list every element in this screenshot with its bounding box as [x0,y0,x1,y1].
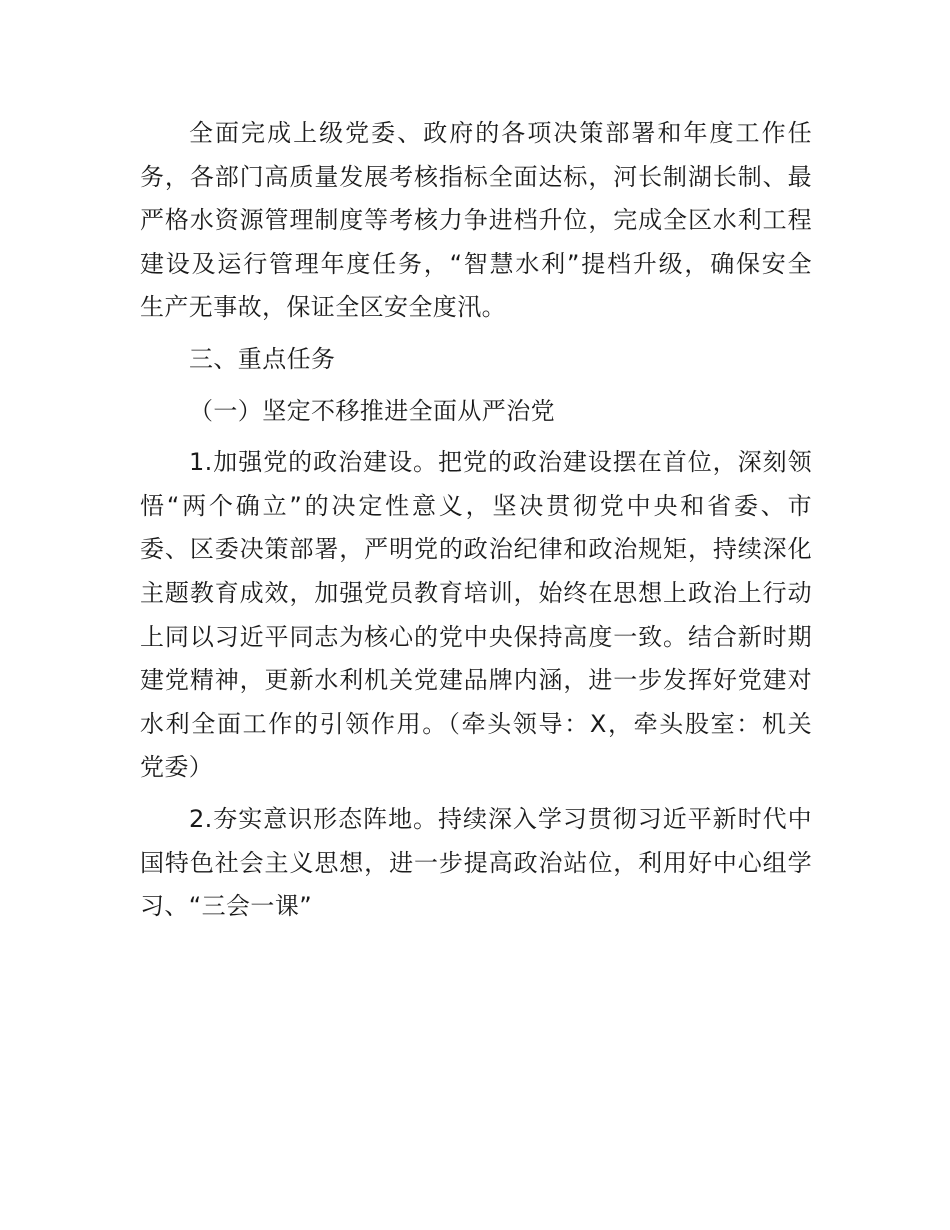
paragraph-line: 建设及运行管理年度任务，“智慧水利”提档升级，确保安全 [140,249,812,278]
paragraph-line: 水利全面工作的引领作用。（牵头领导：X，牵头股室：机关 [140,709,812,738]
paragraph-line: 1.加强党的政治建设。把党的政治建设摆在首位，深刻领 [189,448,812,477]
paragraph-line: 务，各部门高质量发展考核指标全面达标，河长制湖长制、最 [140,162,812,191]
paragraph-goals [140,112,812,330]
paragraph-line: 主题教育成效，加强党员教育培训，始终在思想上政治上行动 [140,578,812,607]
paragraph-line: 委、区委决策部署，严明党的政治纪律和政治规矩，持续深化 [140,535,812,564]
paragraph-line: 国特色社会主义思想，进一步提高政治站位，利用好中心组学 [140,848,812,877]
paragraph-line: 建党精神，更新水利机关党建品牌内涵，进一步发挥好党建对 [140,666,812,695]
paragraph-ideology [140,798,812,929]
paragraph-line: 2.夯实意识形态阵地。持续深入学习贯彻习近平新时代中 [189,804,812,833]
subsection-heading: （一）坚定不移推进全面从严治党 [189,396,555,425]
paragraph-political-building [140,441,812,790]
paragraph-line: 全面完成上级党委、政府的各项决策部署和年度工作任 [189,119,812,147]
document-body [140,112,812,929]
paragraph-line: 上同以习近平同志为核心的党中央保持高度一致。结合新时期 [140,622,812,651]
paragraph-line: 严格水资源管理制度等考核力争进档升位，完成全区水利工程 [140,206,812,235]
paragraph-line: 生产无事故，保证全区安全度汛。 [140,293,506,322]
section-heading: 三、重点任务 [189,344,336,373]
paragraph-line: 习、“三会一课” [140,892,313,921]
paragraph-line: 党委） [140,753,214,782]
paragraph-line: 悟“两个确立”的决定性意义，坚决贯彻党中央和省委、市 [140,491,812,520]
